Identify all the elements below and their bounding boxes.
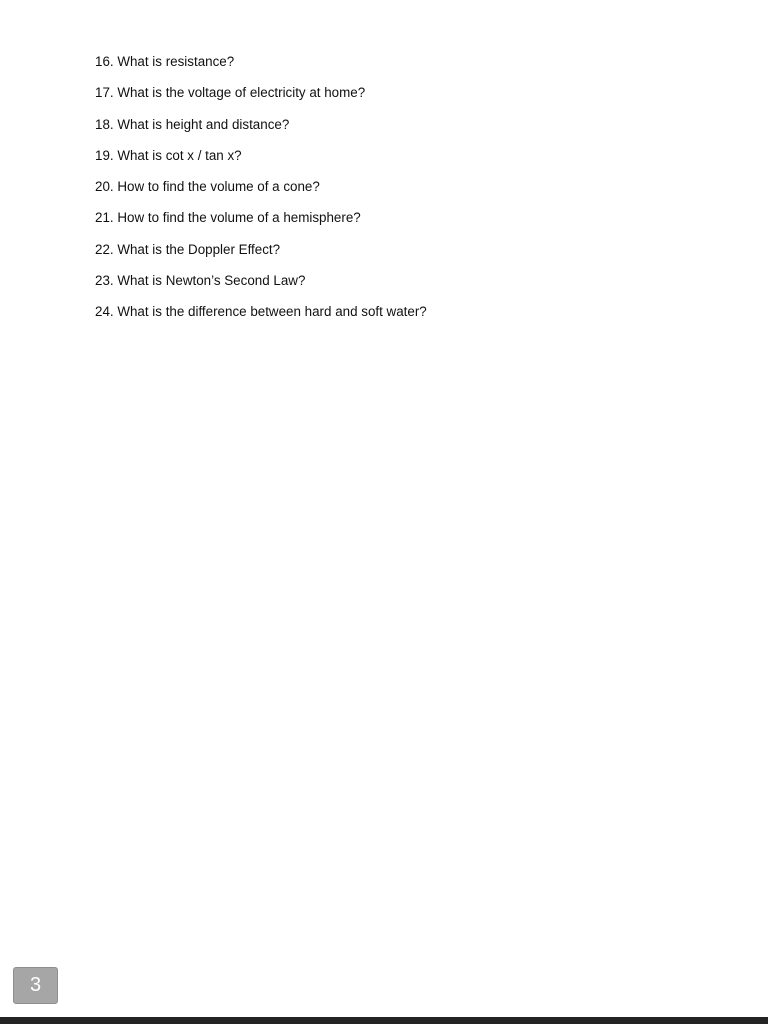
question-item: 19. What is cot x / tan x?	[95, 147, 242, 163]
question-item: 17. What is the voltage of electricity at home?	[95, 85, 366, 101]
question-list	[95, 52, 427, 334]
question-item: 22. What is the Doppler Effect?	[95, 241, 281, 257]
bottom-bar	[0, 1017, 768, 1024]
question-item: 18. What is height and distance?	[95, 116, 290, 132]
question-item: 21. How to find the volume of a hemisphere?	[95, 210, 361, 226]
question-item: 16. What is resistance?	[95, 54, 235, 69]
page-number-button[interactable]: 3	[13, 967, 58, 1004]
question-item: 24. What is the difference between hard and soft water?	[95, 304, 427, 320]
question-item: 23. What is Newton’s Second Law?	[95, 273, 306, 289]
question-item: 20. How to find the volume of a cone?	[95, 179, 320, 195]
